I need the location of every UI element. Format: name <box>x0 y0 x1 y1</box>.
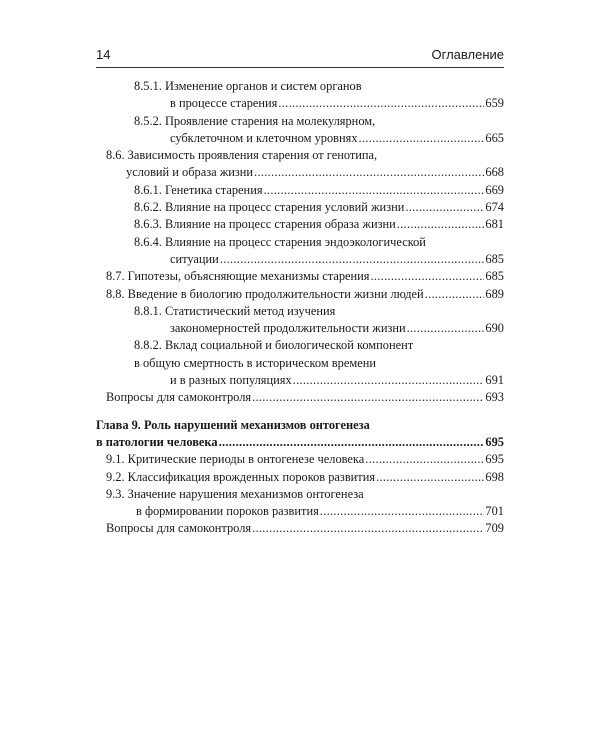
dot-leader <box>252 389 484 406</box>
toc-entry-title: Вопросы для самоконтроля <box>106 390 252 405</box>
toc-page-number: 691 <box>485 373 504 388</box>
toc-entry-title: в патологии человека <box>96 434 218 449</box>
toc-entry-title: 8.7. Гипотезы, объясняющие механизмы старения <box>106 269 370 284</box>
toc-page-number: 689 <box>485 286 504 301</box>
dot-leader <box>405 199 484 216</box>
toc-entry-title: закономерностей продолжительности жизни <box>170 321 406 336</box>
running-title: Оглавление <box>431 47 504 62</box>
dot-leader <box>264 182 485 199</box>
toc-entry-title: 9.2. Классификация врожденных пороков развития <box>106 469 376 484</box>
toc-page-number: 693 <box>485 390 504 405</box>
toc-page-number: 701 <box>485 504 504 519</box>
dot-leader <box>252 520 484 537</box>
toc-entry[interactable] <box>96 337 504 389</box>
toc-page-number: 674 <box>485 200 504 215</box>
section-gap <box>96 407 504 417</box>
toc-entry-title: 8.6.2. Влияние на процесс старения условий жизни <box>134 200 405 215</box>
toc-entry[interactable] <box>96 486 504 521</box>
toc-page-number: 698 <box>485 469 504 484</box>
dot-leader <box>376 469 484 486</box>
toc-entry[interactable] <box>96 199 504 216</box>
toc-page-number: 685 <box>485 269 504 284</box>
toc-entry-title: и в разных популяциях <box>170 373 292 388</box>
toc-entry-title: условий и образа жизни <box>126 165 254 180</box>
toc-entry[interactable] <box>96 268 504 285</box>
toc-entry-title: в формировании пороков развития <box>136 504 319 519</box>
dot-leader <box>397 216 485 233</box>
toc-entry[interactable] <box>96 234 504 269</box>
dot-leader <box>359 130 485 147</box>
toc-entry[interactable] <box>96 216 504 233</box>
toc-entry-line: 8.6.4. Влияние на процесс старения эндоэкологической <box>134 234 426 249</box>
toc-entry-line: в общую смертность в историческом времени <box>134 355 376 370</box>
toc-entry-title: ситуации <box>170 251 219 266</box>
toc-entry[interactable] <box>96 451 504 468</box>
toc-entry[interactable] <box>96 78 504 113</box>
toc-page-number: 659 <box>485 96 504 111</box>
toc-entry-title: 8.6.1. Генетика старения <box>134 182 263 197</box>
running-header <box>96 45 504 68</box>
toc-entry-title: Вопросы для самоконтроля <box>106 521 252 536</box>
toc-entry-line: 8.8.2. Вклад социальной и биологической компонент <box>134 338 414 353</box>
toc-entry-title: 8.6.3. Влияние на процесс старения образа жизни <box>134 217 396 232</box>
dot-leader <box>407 320 485 337</box>
toc-page-number: 695 <box>485 434 504 449</box>
dot-leader <box>370 268 484 285</box>
toc-entry[interactable] <box>96 389 504 406</box>
toc-entry-title: 8.8. Введение в биологию продолжительности жизни людей <box>106 286 424 301</box>
toc-page-number: 669 <box>485 182 504 197</box>
toc-page-number: 681 <box>485 217 504 232</box>
dot-leader <box>365 451 484 468</box>
toc-entry[interactable] <box>96 469 504 486</box>
toc-entry-title: 9.1. Критические периоды в онтогенезе человека <box>106 452 365 467</box>
toc-page-number: 709 <box>485 521 504 536</box>
toc-page-number: 685 <box>485 251 504 266</box>
dot-leader <box>220 251 485 268</box>
toc-entry[interactable] <box>96 520 504 537</box>
dot-leader <box>219 434 485 451</box>
toc-page-number: 665 <box>485 130 504 145</box>
toc-entry-line: 8.8.1. Статистический метод изучения <box>134 303 336 318</box>
toc-entry[interactable] <box>96 286 504 303</box>
toc-entry-title: в процессе старения <box>170 96 278 111</box>
toc-entry-line: Глава 9. Роль нарушений механизмов онтогенеза <box>96 417 370 432</box>
toc-entry[interactable] <box>96 417 504 452</box>
toc-entry-title: субклеточном и клеточном уровнях <box>170 130 358 145</box>
toc-entry[interactable] <box>96 113 504 148</box>
page-number: 14 <box>96 47 111 62</box>
toc-entry[interactable] <box>96 303 504 338</box>
toc-entry-line: 8.5.2. Проявление старения на молекулярном, <box>134 113 376 128</box>
dot-leader <box>320 503 485 520</box>
toc-page-number: 690 <box>485 321 504 336</box>
dot-leader <box>254 164 484 181</box>
dot-leader <box>425 286 485 303</box>
toc-page-number: 695 <box>485 452 504 467</box>
table-of-contents <box>96 78 504 538</box>
toc-entry[interactable] <box>96 182 504 199</box>
toc-entry[interactable] <box>96 147 504 182</box>
toc-entry-line: 8.6. Зависимость проявления старения от генотипа, <box>106 148 378 163</box>
toc-entry-line: 9.3. Значение нарушения механизмов онтогенеза <box>106 486 364 501</box>
toc-page-number: 668 <box>485 165 504 180</box>
dot-leader <box>278 95 484 112</box>
dot-leader <box>293 372 485 389</box>
toc-entry-line: 8.5.1. Изменение органов и систем органов <box>134 79 362 93</box>
